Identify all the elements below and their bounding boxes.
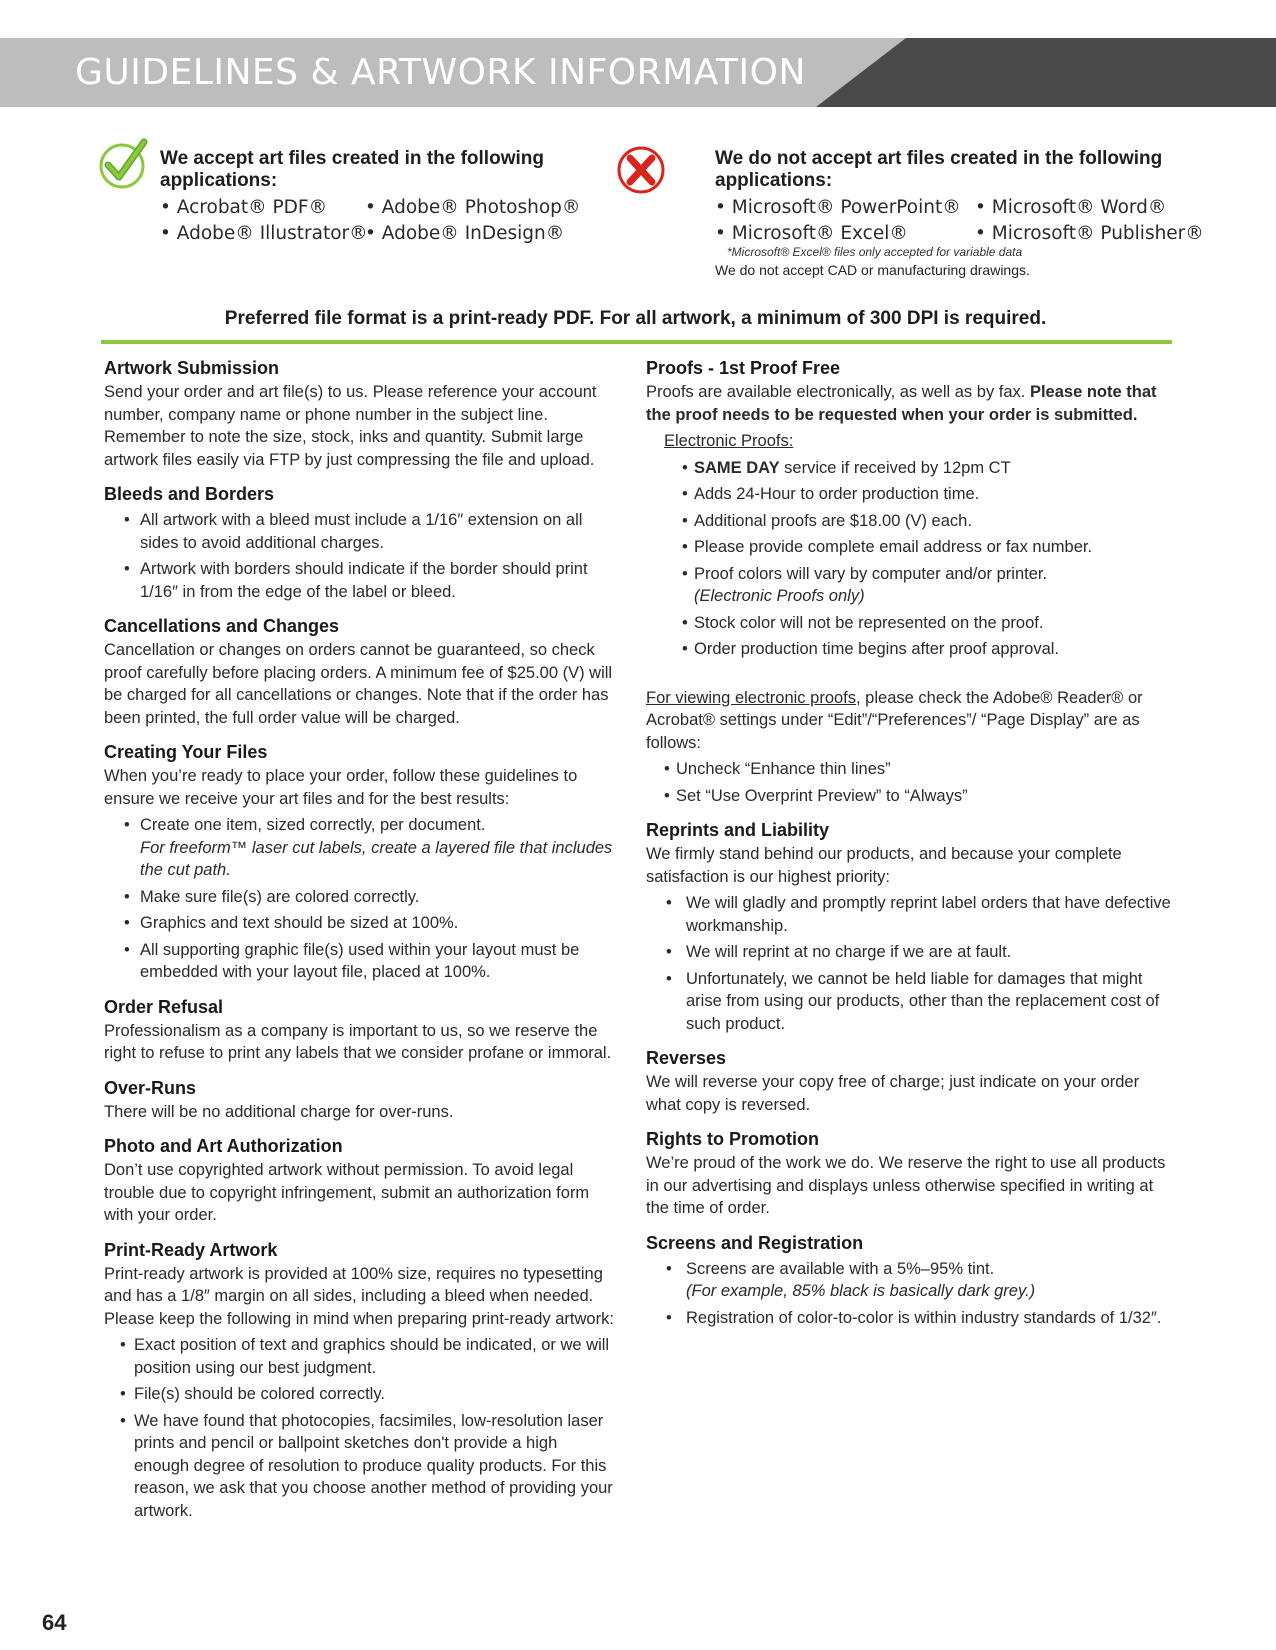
list-item-text: Create one item, sized correctly, per document. (140, 816, 486, 834)
rejected-heading: We do not accept art files created in the following applications: (715, 148, 1163, 191)
section-body: Professionalism as a company is important to us, so we reserve the right to refuse to print any labels that we consider profane or immoral. (104, 1021, 612, 1062)
section-body (646, 687, 1176, 755)
list-item-text: Proof colors will vary by computer and/or printer. (694, 564, 1048, 583)
list-item: • Additional proofs are $18.00 (V) each. (646, 510, 1176, 533)
section-heading: Rights to Promotion (646, 1129, 819, 1149)
page-number: 64 (42, 1610, 67, 1635)
viewing-proofs-link: For viewing electronic proofs (646, 688, 857, 707)
section-heading: Artwork Submission (104, 358, 280, 378)
list-item: • Registration of color-to-color is within industry standards of 1/32″. (646, 1307, 1176, 1330)
creating-files-section (104, 741, 614, 984)
cancellations-section (104, 615, 614, 729)
header-band (0, 38, 1276, 107)
rejected-app: • Microsoft® Word® (975, 197, 1167, 218)
print-ready-list (104, 1334, 614, 1522)
list-item: • File(s) should be colored correctly. (104, 1383, 614, 1406)
bleeds-list (104, 509, 614, 603)
proofs-section (646, 357, 1176, 661)
body-text: , please check the Adobe® Reader® or Acrobat® settings under “Edit”/“Preferences”/ “Page Display” are as follows: (646, 688, 1143, 752)
section-heading: Bleeds and Borders (104, 484, 275, 504)
list-item: • Graphics and text should be sized at 100%. (104, 912, 614, 935)
checkmark-icon (98, 138, 150, 190)
list-item: • We will gladly and promptly reprint label orders that have defective workmanship. (646, 892, 1176, 937)
section-heading: Photo and Art Authorization (104, 1136, 343, 1156)
section-heading: Screens and Registration (646, 1232, 864, 1253)
list-item-text: service if received by 12pm CT (779, 458, 1011, 477)
list-item (646, 457, 1176, 480)
section-heading: Reprints and Liability (646, 820, 830, 840)
section-body: Print-ready artwork is provided at 100% size, requires no typesetting and has a 1/8″ margin on all sides, including a bleed when needed. Please keep the following in mind when preparing print-ready artwork: (104, 1264, 614, 1328)
list-item-note: (Electronic Proofs only) (694, 587, 865, 605)
list-item: • Order production time begins after proof approval. (646, 638, 1176, 661)
excel-note: *Microsoft® Excel® files only accepted for variable data (727, 245, 1023, 259)
screens-section (646, 1232, 1176, 1330)
page-title: GUIDELINES & ARTWORK INFORMATION (75, 52, 806, 93)
rejected-app: • Microsoft® PowerPoint® (715, 197, 961, 218)
creating-files-list (104, 814, 614, 984)
section-heading: Cancellations and Changes (104, 616, 340, 636)
rights-section (646, 1128, 1176, 1220)
list-item: • We have found that photocopies, facsimiles, low-resolution laser prints and pencil or ballpoint sketches don't provide a high enough degree of resolution to produce quality products. For this reason, we ask that you choose another method of providing your artwork. (104, 1410, 614, 1523)
reprints-section (646, 819, 1176, 1035)
artwork-submission-section (104, 357, 614, 471)
print-ready-section (104, 1239, 614, 1523)
list-item: • We will reprint at no charge if we are at fault. (646, 941, 1176, 964)
section-heading: Reverses (646, 1048, 727, 1068)
section-heading: Proofs - 1st Proof Free (646, 358, 841, 378)
rejected-app: • Microsoft® Publisher® (975, 223, 1204, 244)
viewing-settings-list (646, 758, 1176, 807)
section-body: We will reverse your copy free of charge; just indicate on your order what copy is reversed. (646, 1073, 1140, 1114)
same-day-label: SAME DAY (694, 458, 780, 477)
section-body: Cancellation or changes on orders cannot be guaranteed, so check proof carefully before placing orders. A minimum fee of $25.00 (V) will be charged for all cancellations or changes. Note that if the order has been printed, the full order value will be charged. (104, 641, 613, 727)
order-refusal-section (104, 996, 614, 1065)
reprints-list (646, 892, 1176, 1035)
accepted-app-list (160, 196, 581, 246)
photo-authorization-section (104, 1135, 614, 1227)
body-text: Proofs are available electronically, as well as by fax. (646, 383, 1030, 401)
rejected-app: • Microsoft® Excel® (715, 223, 908, 244)
accepted-heading: We accept art files created in the following applications: (160, 148, 544, 191)
list-item (104, 814, 614, 882)
bleeds-section (104, 483, 614, 603)
list-item-text: Screens are available with a 5%–95% tint. (686, 1259, 995, 1278)
section-body: We’re proud of the work we do. We reserve the right to use all products in our advertising and displays unless otherwise specified in writing at the time of order. (646, 1154, 1166, 1217)
section-heading: Order Refusal (104, 996, 224, 1017)
section-body: There will be no additional charge for over-runs. (104, 1102, 454, 1121)
electronic-proofs-label: Electronic Proofs: (664, 432, 794, 450)
list-item: • Uncheck “Enhance thin lines” (646, 758, 1176, 781)
list-item: • Make sure file(s) are colored correctly. (104, 886, 614, 909)
electronic-proofs-list (646, 457, 1176, 661)
body-emphasis: Please note that the proof needs to be requested when your order is submitted. (646, 383, 1157, 424)
list-item: • Artwork with borders should indicate if the border should print 1/16″ in from the edge of the label or bleed. (104, 558, 614, 603)
rejected-app-list (715, 196, 1204, 246)
over-runs-section (104, 1077, 614, 1124)
cad-note: We do not accept CAD or manufacturing drawings. (715, 262, 1030, 278)
section-heading: Creating Your Files (104, 742, 268, 762)
x-mark-icon (615, 144, 667, 196)
list-item (646, 563, 1176, 608)
list-item (646, 1258, 1176, 1303)
section-body (646, 381, 1176, 426)
section-body: Don’t use copyrighted artwork without permission. To avoid legal trouble due to copyright infringement, submit an authorization form with your order. (104, 1161, 590, 1224)
list-item-note: (For example, 85% black is basically dark grey.) (686, 1282, 1036, 1300)
list-item-note: For freeform™ laser cut labels, create a layered file that includes the cut path. (140, 838, 613, 879)
reverses-section (646, 1047, 1176, 1116)
accepted-app: • Adobe® Illustrator® (160, 223, 368, 244)
accepted-app: • Adobe® Photoshop® (365, 197, 581, 218)
accepted-app: • Adobe® InDesign® (365, 223, 565, 244)
section-body: We firmly stand behind our products, and because your complete satisfaction is our highest priority: (646, 845, 1122, 886)
section-heading: Over-Runs (104, 1077, 197, 1098)
section-heading: Print-Ready Artwork (104, 1239, 278, 1260)
preferred-format-note: Preferred file format is a print-ready PDF. For all artwork, a minimum of 300 DPI is required. (224, 308, 1047, 329)
list-item: • All supporting graphic file(s) used within your layout must be embedded with your layout file, placed at 100%. (104, 939, 614, 984)
list-item: • Set “Use Overprint Preview” to “Always” (646, 785, 1176, 808)
left-column (104, 357, 614, 1534)
green-divider (101, 340, 1172, 344)
list-item: • Adds 24-Hour to order production time. (646, 483, 1176, 506)
viewing-proofs-section (646, 687, 1176, 808)
list-item: • Exact position of text and graphics should be indicated, or we will position using our best judgment. (104, 1334, 614, 1379)
list-item: • Stock color will not be represented on the proof. (646, 612, 1176, 635)
list-item: • Unfortunately, we cannot be held liable for damages that might arise from using our products, other than the replacement cost of such product. (646, 968, 1176, 1036)
list-item: • All artwork with a bleed must include a 1/16″ extension on all sides to avoid additional charges. (104, 509, 614, 554)
list-item: • Please provide complete email address or fax number. (646, 536, 1176, 559)
right-column (646, 357, 1176, 1341)
section-body: Send your order and art file(s) to us. Please reference your account number, company name or phone number in the subject line. Remember to note the size, stock, inks and quantity. Submit large artwork files easily via FTP by just compressing the file and upload. (104, 383, 597, 469)
section-body: When you’re ready to place your order, follow these guidelines to ensure we receive your art files and for the best results: (104, 767, 578, 808)
screens-list (646, 1258, 1176, 1330)
accepted-app: • Acrobat® PDF® (160, 197, 328, 218)
